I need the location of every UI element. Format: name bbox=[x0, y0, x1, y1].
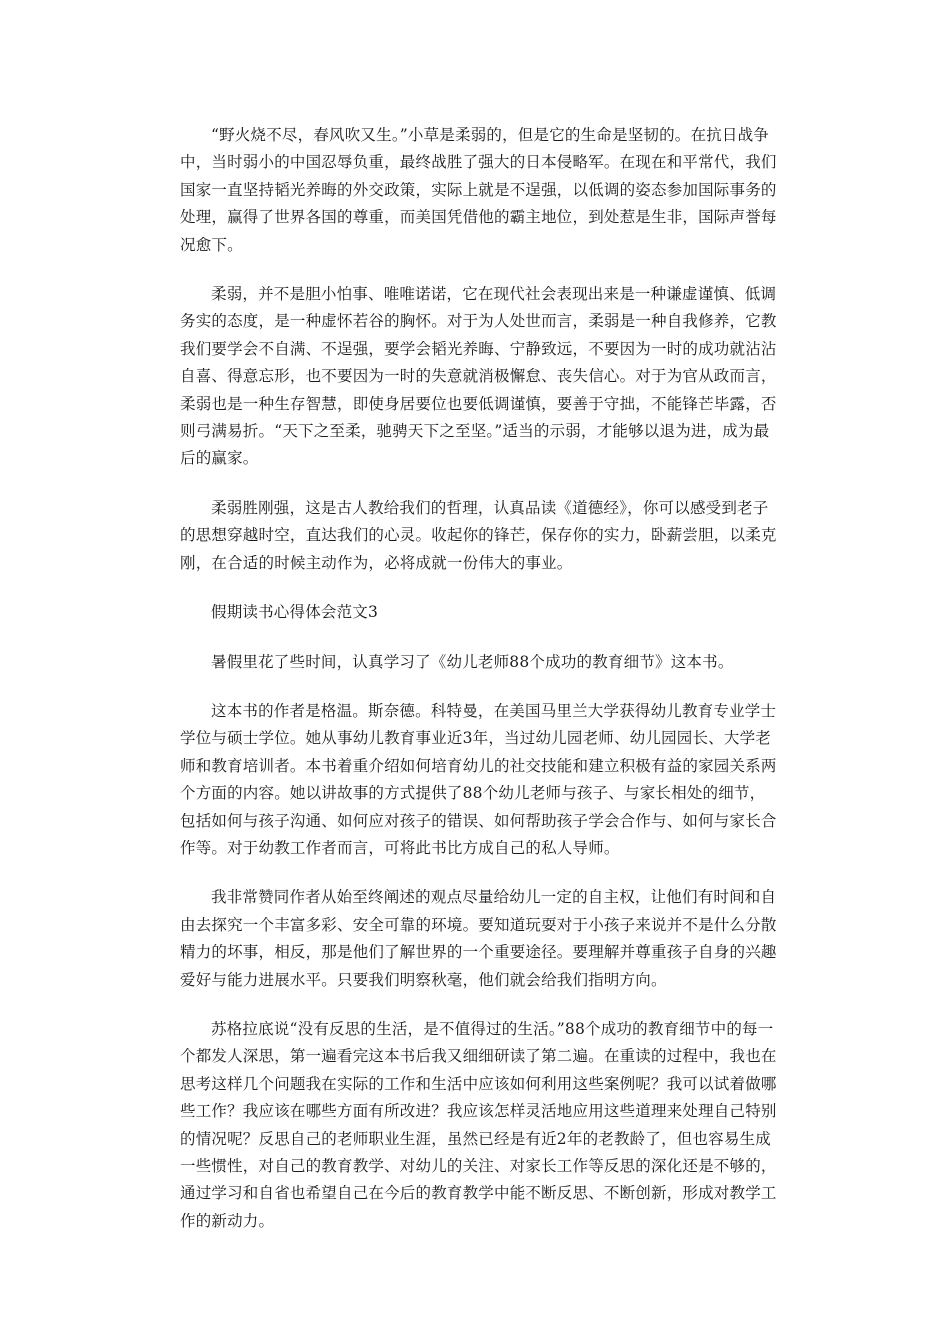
paragraph-4: 暑假里花了些时间，认真学习了《幼儿老师88个成功的教育细节》这本书。 bbox=[211, 652, 734, 671]
paragraph-5: 这本书的作者是格温。斯奈德。科特曼，在美国马里兰大学获得幼儿教育专业学士学位与硕士学位。她从事幼儿教育事业近3年，当过幼儿园老师、幼儿园园长、大学老师和教育培训者。本书着重介绍如何培育幼儿的社交技能和建立积极有益的家园关系两个方面的内容。她以讲故事的方式提供了88个幼儿老师与孩子、与家长相处的细节，包括如何与孩子沟通、如何应对孩子的错误、如何帮助孩子学会合作与、如何与家长合作等。对于幼教工作者而言，可将此书比方成自己的私人导师。 bbox=[180, 701, 777, 857]
section-heading: 假期读书心得体会范文3 bbox=[211, 603, 379, 622]
paragraph-6: 我非常赞同作者从始至终阐述的观点尽量给幼儿一定的自主权，让他们有时间和自由去探究一个丰富多彩、安全可靠的环境。要知道玩耍对于小孩子来说并不是什么分散精力的坏事，相反，那是他们了解世界的一个重要途径。要理解并尊重孩子自身的兴趣爱好与能力进展水平。只要我们明察秋毫，他们就会给我们指明方向。 bbox=[180, 888, 777, 989]
paragraph-7: 苏格拉底说“没有反思的生活，是不值得过的生活。”88个成功的教育细节中的每一个都发人深思，第一遍看完这本书后我又细细研读了第二遍。在重读的过程中，我也在思考这样几个问题我在实际的工作和生活中应该如何利用这些案例呢？我可以试着做哪些工作？我应该在哪些方面有所改进？我应该怎样灵活地应用这些道理来处理自己特别的情况呢？反思自己的老师职业生涯，虽然已经是有近2年的老教龄了，但也容易生成一些惯性，对自己的教育教学、对幼儿的关注、对家长工作等反思的深化还是不够的，通过学习和自省也希望自己在今后的教育教学中能不断反思、不断创新，形成对教学工作的新动力。 bbox=[180, 1019, 777, 1230]
paragraph-1: “野火烧不尽，春风吹又生。”小草是柔弱的，但是它的生命是坚韧的。在抗日战争中，当时弱小的中国忍辱负重，最终战胜了强大的日本侵略军。在现在和平常代，我们国家一直坚持韬光养晦的外交政策，实际上就是不逞强，以低调的姿态参加国际事务的处理，赢得了世界各国的尊重，而美国凭借他的霸主地位，到处惹是生非，国际声誉每况愈下。 bbox=[180, 126, 777, 254]
paragraph-3: 柔弱胜刚强，这是古人教给我们的哲理，认真品读《道德经》，你可以感受到老子的思想穿越时空，直达我们的心灵。收起你的锋芒，保存你的实力，卧薪尝胆，以柔克刚，在合适的时候主动作为，必将成就一份伟大的事业。 bbox=[180, 498, 777, 572]
paragraph-2: 柔弱，并不是胆小怕事、唯唯诺诺，它在现代社会表现出来是一种谦虚谨慎、低调务实的态度，是一种虚怀若谷的胸怀。对于为人处世而言，柔弱是一种自我修养，它教我们要学会不自满、不逞强，要学会韬光养晦、宁静致远，不要因为一时的成功就沾沾自喜、得意忘形，也不要因为一时的失意就消极懈怠、丧失信心。对于为官从政而言，柔弱也是一种生存智慧，即使身居要位也要低调谨慎，要善于守拙，不能锋芒毕露，否则弓满易折。“天下之至柔，驰骋天下之至坚。”适当的示弱，才能够以退为进，成为最后的赢家。 bbox=[180, 285, 777, 468]
document-body bbox=[180, 122, 780, 1257]
